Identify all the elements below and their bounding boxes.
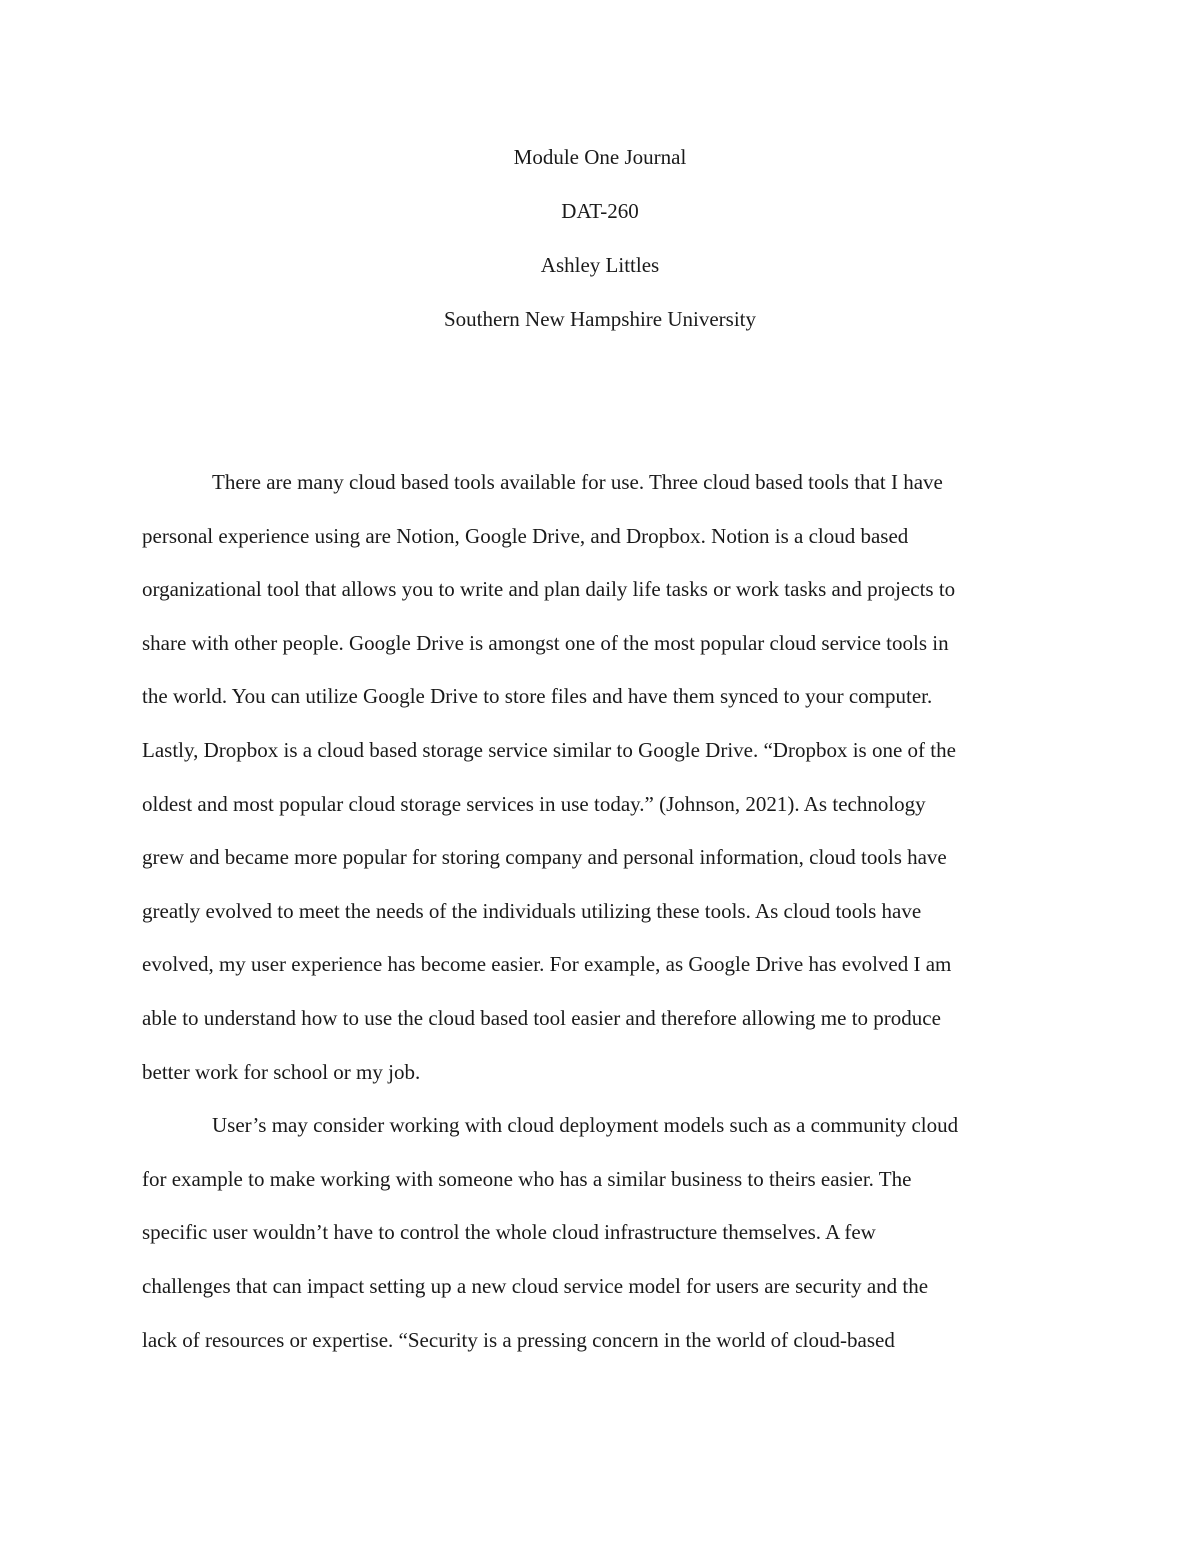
paragraph-line: able to understand how to use the cloud based tool easier and therefore allowing me to produce — [142, 1005, 941, 1030]
paragraph-line: evolved, my user experience has become easier. For example, as Google Drive has evolved I am — [142, 952, 952, 977]
paragraph-line: specific user wouldn’t have to control the whole cloud infrastructure themselves. A few — [142, 1220, 876, 1245]
paragraph-line: organizational tool that allows you to write and plan daily life tasks or work tasks and projects to — [142, 577, 956, 602]
paragraph-1 — [142, 465, 1072, 1108]
document-title: Module One Journal — [513, 145, 687, 169]
paragraph-line: challenges that can impact setting up a new cloud service model for users are security and the — [142, 1273, 929, 1298]
body-text — [142, 465, 1072, 1376]
author-name: Ashley Littles — [540, 253, 660, 277]
paragraph-line: for example to make working with someone who has a similar business to theirs easier. The — [142, 1166, 912, 1191]
paragraph-line: There are many cloud based tools available for use. Three cloud based tools that I have — [212, 470, 943, 494]
paragraph-line: the world. You can utilize Google Drive to store files and have them synced to your computer. — [142, 684, 933, 709]
paragraph-line: grew and became more popular for storing company and personal information, cloud tools have — [142, 845, 947, 870]
paragraph-line: share with other people. Google Drive is amongst one of the most popular cloud service tools in — [142, 630, 949, 655]
paragraph-line: better work for school or my job. — [142, 1059, 421, 1084]
paragraph-line: Lastly, Dropbox is a cloud based storage service similar to Google Drive. “Dropbox is one of the — [142, 737, 956, 762]
institution-name: Southern New Hampshire University — [443, 307, 757, 331]
paragraph-2 — [142, 1108, 1072, 1376]
paragraph-line: greatly evolved to meet the needs of the individuals utilizing these tools. As cloud tools have — [142, 898, 922, 923]
title-block — [0, 140, 1200, 356]
paragraph-line: oldest and most popular cloud storage services in use today.” (Johnson, 2021). As technology — [142, 791, 926, 816]
course-code: DAT-260 — [561, 199, 639, 223]
paragraph-line: User’s may consider working with cloud deployment models such as a community cloud — [212, 1113, 959, 1138]
paragraph-line: personal experience using are Notion, Google Drive, and Dropbox. Notion is a cloud based — [142, 523, 909, 548]
paragraph-line: lack of resources or expertise. “Security is a pressing concern in the world of cloud-based — [142, 1327, 895, 1352]
